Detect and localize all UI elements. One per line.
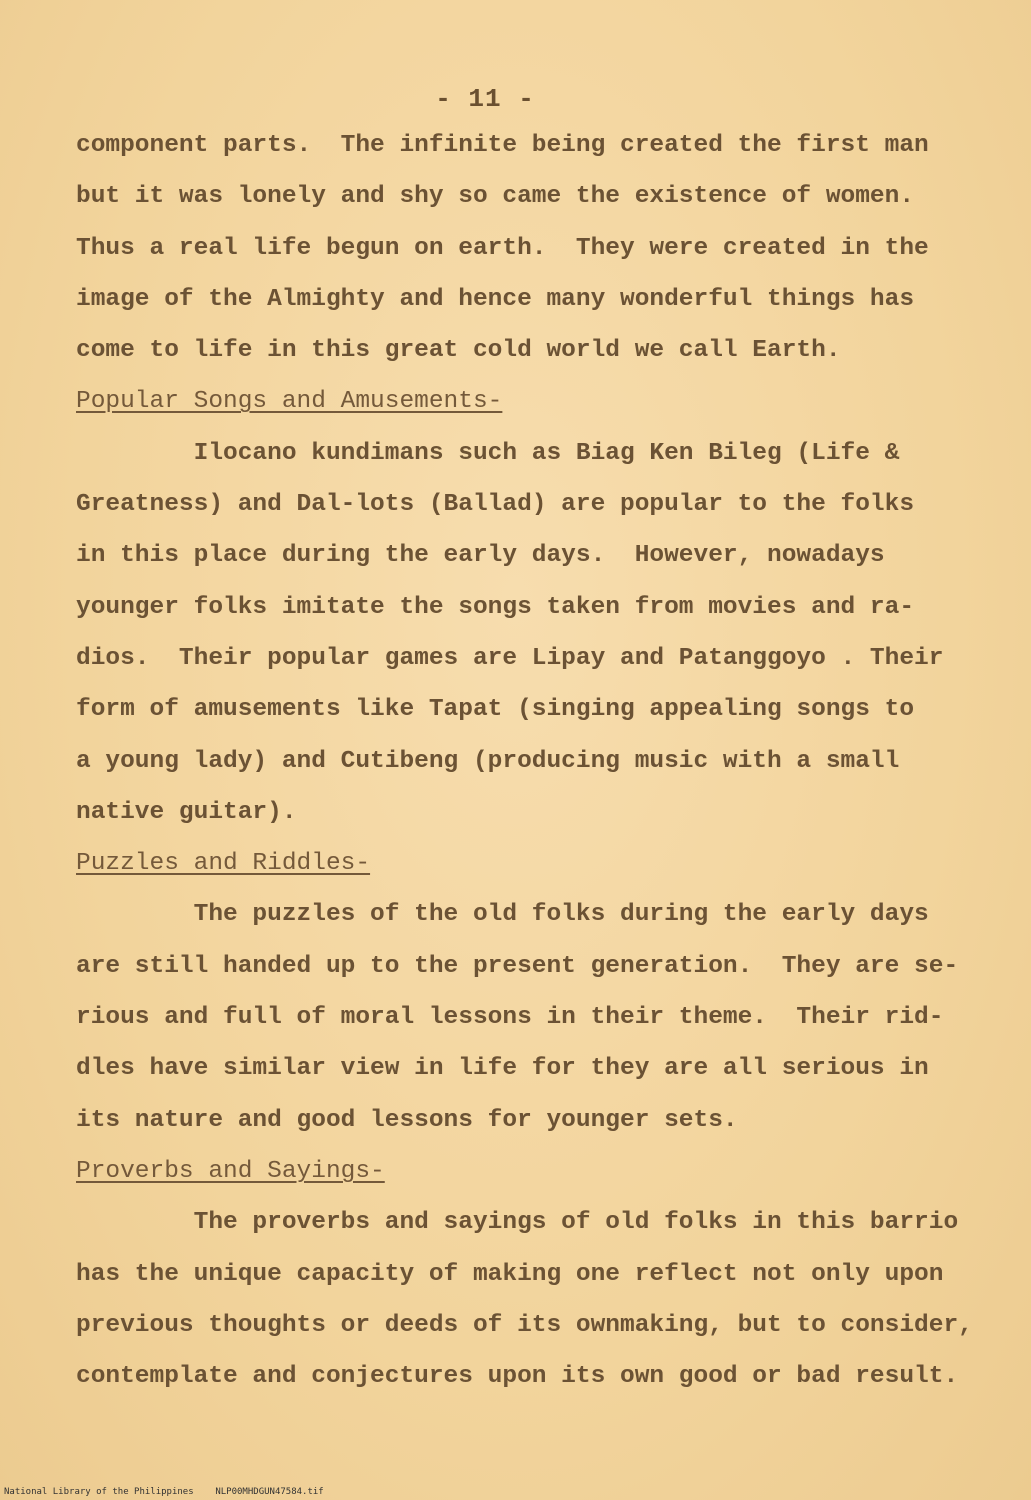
text-line: dles have similar view in life for they are all serious in <box>76 1055 929 1083</box>
page-number: - 11 - <box>435 84 535 114</box>
text-line: Thus a real life begun on earth. They were created in the <box>76 234 929 262</box>
document-body <box>76 120 976 1402</box>
text-line: image of the Almighty and hence many wonderful things has <box>76 285 915 313</box>
section-heading-songs <box>76 376 976 427</box>
text-line: Ilocano kundimans such as Biag Ken Bileg (Life & <box>76 439 900 467</box>
text-line: The puzzles of the old folks during the early days <box>76 901 929 929</box>
text-line: The proverbs and sayings of old folks in this barrio <box>76 1209 959 1237</box>
text-line: form of amusements like Tapat (singing appealing songs to <box>76 696 915 724</box>
text-line: contemplate and conjectures upon its own good or bad result. <box>76 1363 959 1391</box>
footer-library: National Library of the Philippines <box>4 1487 194 1497</box>
footer-filename: NLP00MHDGUN47584.tif <box>215 1487 324 1497</box>
section-heading-puzzles <box>76 838 976 889</box>
text-line: Greatness) and Dal-lots (Ballad) are popular to the folks <box>76 491 915 519</box>
text-line: component parts. The infinite being created the first man <box>76 132 929 159</box>
text-line: its nature and good lessons for younger sets. <box>76 1106 738 1134</box>
text-line: come to life in this great cold world we call Earth. <box>76 337 841 365</box>
text-line: younger folks imitate the songs taken from movies and ra- <box>76 593 915 621</box>
text-line: but it was lonely and shy so came the existence of women. <box>76 183 915 211</box>
section-heading-songs-text: Popular Songs and Amusements- <box>76 388 503 416</box>
section-heading-proverbs-text: Proverbs and Sayings- <box>76 1157 385 1185</box>
text-line: rious and full of moral lessons in their theme. Their rid- <box>76 1004 944 1032</box>
text-line: are still handed up to the present generation. They are se- <box>76 952 959 980</box>
text-line: native guitar). <box>76 798 297 826</box>
text-line: in this place during the early days. However, nowadays <box>76 542 885 570</box>
text-line: previous thoughts or deeds of its ownmaking, but to consider, <box>76 1311 973 1339</box>
scan-footer <box>4 1487 324 1497</box>
section-heading-puzzles-text: Puzzles and Riddles- <box>76 850 371 878</box>
text-line: dios. Their popular games are Lipay and Patanggoyo . Their <box>76 644 944 672</box>
section-heading-proverbs <box>76 1146 976 1197</box>
text-line: a young lady) and Cutibeng (producing music with a small <box>76 747 900 775</box>
text-line: has the unique capacity of making one reflect not only upon <box>76 1260 944 1288</box>
